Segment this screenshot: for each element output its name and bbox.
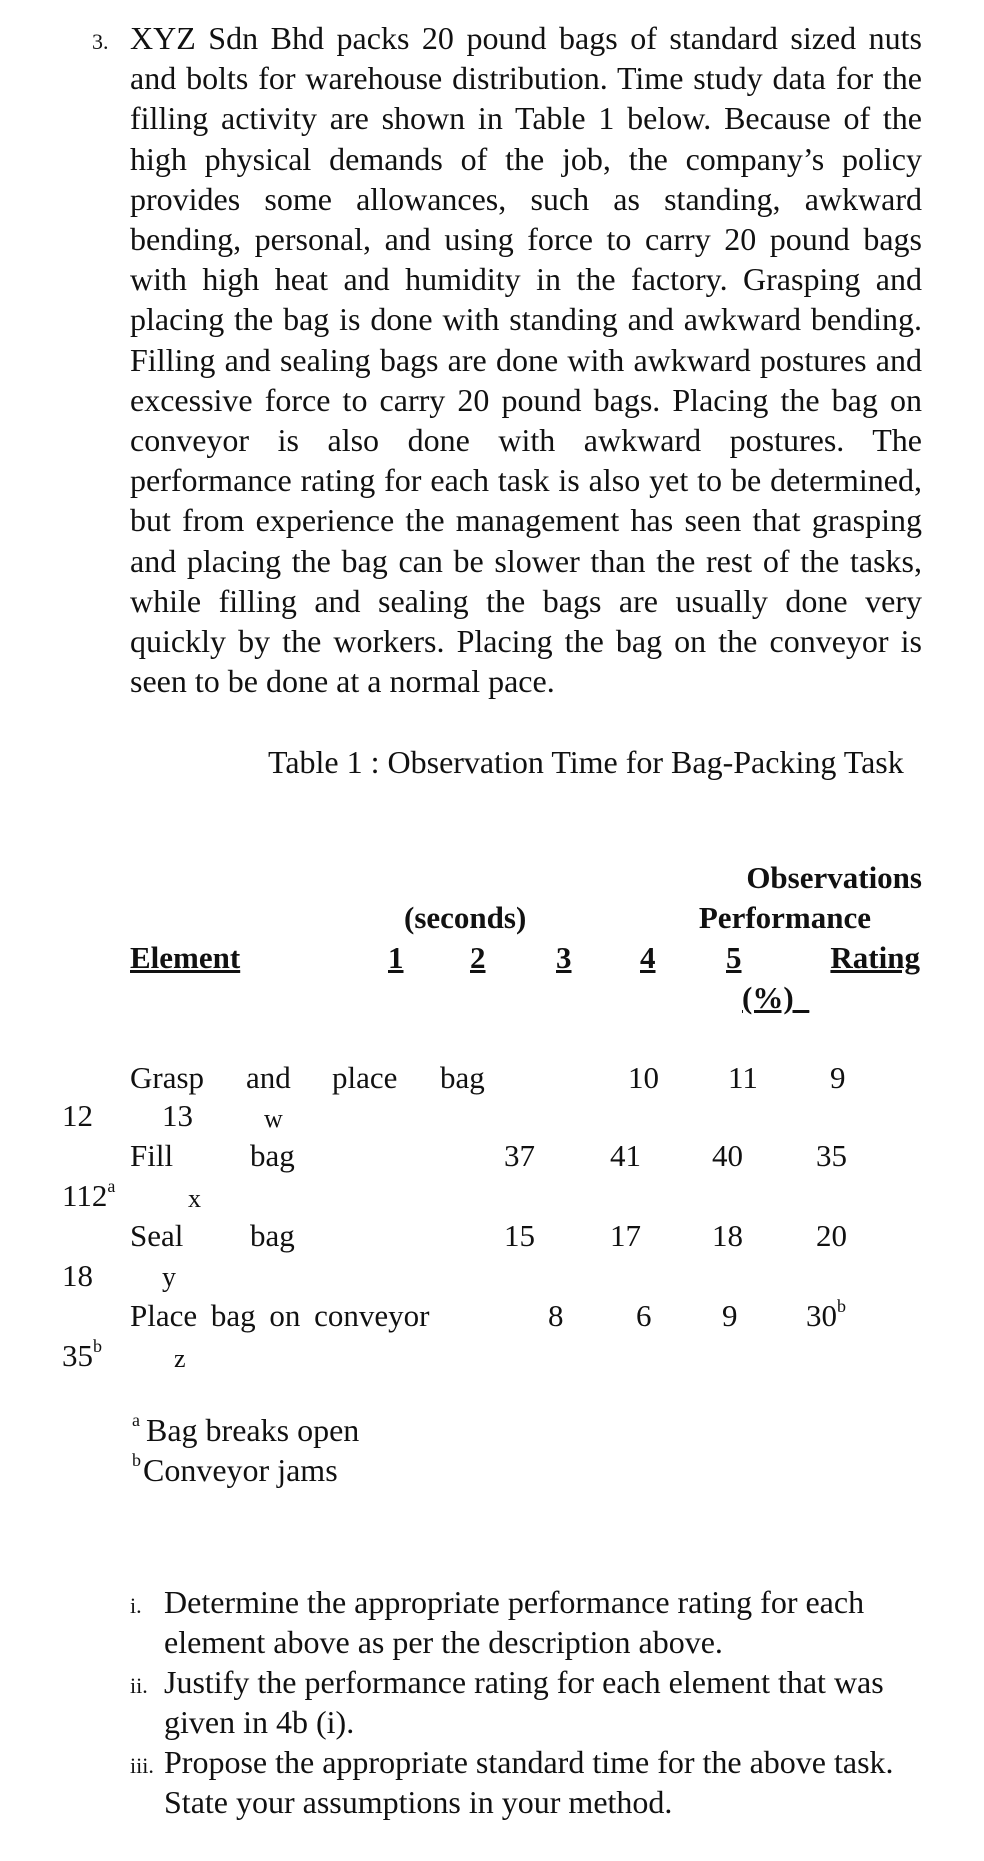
row2-element-word1: Fill [130,1138,174,1173]
row1-rating-var: w [264,1104,283,1133]
footnote-a-mark: a [132,1410,140,1430]
question-paragraph [92,18,922,701]
row1-element-word3: place [332,1060,398,1095]
row3-obs-2: 17 [610,1218,641,1253]
row1-element-word4: bag [440,1060,485,1095]
sub-question-2-number: ii. [130,1673,148,1698]
row1-obs-5: 13 [162,1098,193,1133]
row2-obs-1: 37 [504,1138,535,1173]
sub-question-1 [130,1582,930,1662]
row1-obs-1: 10 [628,1060,659,1095]
row4-obs-2: 6 [636,1298,652,1333]
question-text: XYZ Sdn Bhd packs 20 pound bags of standard sized nuts and bolts for warehouse distribution. Time study data for the filling activity are shown in Table 1 below. Because of the high physical demands of the job, the company’s policy provides some allowances, such as standing, awkward bending, personal, and using force to carry 20 pound bags with high heat and humidity in the factory. Grasping and placing the bag is done with standing and awkward bending. Filling and sealing bags are done with awkward postures and excessive force to carry 20 pound bags. Placing the bag on conveyor is also done with awkward postures. The performance rating for each task is also yet to be determined, but from experience the management has seen that grasping and placing the bag can be slower than the rest of the tasks, while filling and sealing the bags are usually done very quickly by the workers. Placing the bag on the conveyor is seen to be done at a normal pace. [130,20,922,700]
header-observations: Observations [746,860,922,895]
footnote-b [132,1452,338,1489]
header-element: Element [130,940,241,975]
row3-obs-5: 18 [62,1258,93,1293]
header-col-2: 2 [470,940,486,975]
row4-obs-3: 9 [722,1298,738,1333]
header-col-1: 1 [388,940,404,975]
row4-obs-4 [806,1298,846,1334]
header-rating: Rating [830,940,920,975]
question-number: 3. [92,29,109,54]
header-percent: (%)_ [742,980,810,1015]
footnote-b-text: Conveyor jams [143,1452,338,1488]
sub-question-list [130,1582,930,1822]
row1-element-word1: Grasp [130,1060,205,1095]
row3-element-word2: bag [250,1218,295,1253]
sub-question-2 [130,1662,930,1742]
row3-obs-4: 20 [816,1218,847,1253]
row1-obs-2: 11 [728,1060,758,1095]
sub-question-1-number: i. [130,1593,142,1618]
row2-obs-5-footnote-mark: a [107,1176,116,1196]
header-col-4: 4 [640,940,656,975]
row3-element-word1: Seal [130,1218,184,1253]
sub-question-3 [130,1742,930,1822]
row1-obs-4: 12 [62,1098,93,1133]
footnote-a [132,1412,359,1449]
header-col-5: 5 [726,940,742,975]
sub-question-1-text: Determine the appropriate performance rating for each element above as per the description above. [164,1584,865,1660]
sub-question-3-text: Propose the appropriate standard time for the above task. State your assumptions in your method. [164,1744,894,1820]
row4-obs-1: 8 [548,1298,564,1333]
row4-element: Place bag on conveyor [130,1298,430,1333]
row2-obs-4: 35 [816,1138,847,1173]
row2-obs-5 [62,1178,115,1214]
row2-element-word2: bag [250,1138,295,1173]
row4-obs-4-value: 30 [806,1298,837,1333]
row4-obs-4-footnote-mark: b [837,1296,846,1316]
row1-element-word2: and [246,1060,291,1095]
header-col-3: 3 [556,940,572,975]
row4-obs-5-footnote-mark: b [93,1336,102,1356]
row3-obs-1: 15 [504,1218,535,1253]
footnote-a-text: Bag breaks open [146,1412,360,1448]
sub-question-3-number: iii. [130,1753,154,1778]
row2-obs-3: 40 [712,1138,743,1173]
row3-obs-3: 18 [712,1218,743,1253]
row2-rating-var: x [188,1184,201,1213]
header-performance: Performance [698,900,871,935]
row4-obs-5 [62,1338,102,1374]
row4-obs-5-value: 35 [62,1338,93,1373]
sub-question-2-text: Justify the performance rating for each element that was given in 4b (i). [164,1664,884,1740]
row4-rating-var: z [174,1344,186,1373]
footnote-b-mark: b [132,1450,141,1470]
header-seconds: (seconds) [404,900,527,935]
row2-obs-2: 41 [610,1138,641,1173]
row2-obs-5-value: 112 [62,1178,108,1213]
row3-rating-var: y [162,1262,176,1293]
table-caption: Table 1 : Observation Time for Bag-Packing Task [268,744,904,780]
row1-obs-3: 9 [830,1060,846,1095]
